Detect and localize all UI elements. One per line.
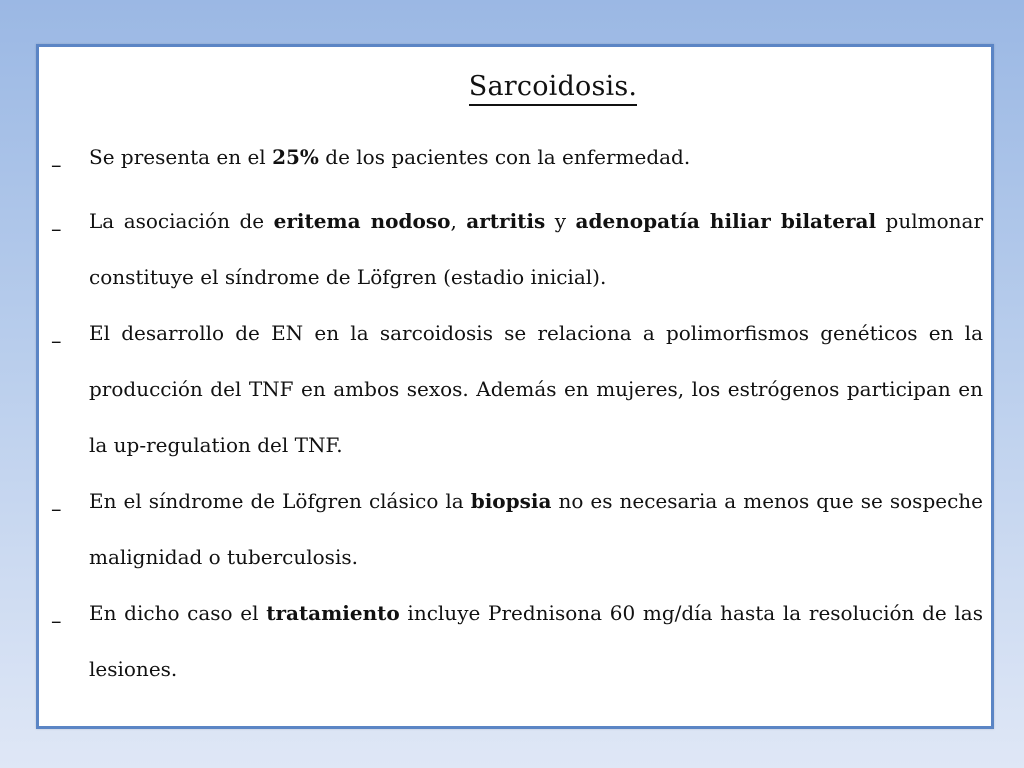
bullet-text: En el síndrome de Löfgren clásico la biopsia no es necesaria a menos que se sospeche malignidad o tuberculosis. — [89, 489, 983, 569]
bullet-text: En dicho caso el tratamiento incluye Prednisona 60 mg/día hasta la resolución de las lesiones. — [89, 601, 983, 681]
bullet-dash: – — [51, 609, 62, 633]
emphasis-biopsia: biopsia — [470, 489, 552, 513]
emphasis-tratamiento: tratamiento — [266, 601, 400, 625]
bullet-item — [47, 481, 983, 585]
bullet-text: El desarrollo de EN en la sarcoidosis se relaciona a polimorfismos genéticos en la producción del TNF en ambos sexos. Además en mujeres, los estrógenos participan en la up-regulation del TNF. — [89, 321, 983, 457]
slide-title: Sarcoidosis. — [469, 71, 637, 106]
emphasis-artritis: artritis — [466, 209, 546, 233]
bullet-item — [47, 313, 983, 473]
bullet-text: Se presenta en el 25% de los pacientes con la enfermedad. — [89, 145, 691, 169]
bullet-dash: – — [51, 153, 62, 177]
bullet-item — [47, 201, 983, 305]
emphasis-adenopatia: adenopatía hiliar bilateral — [575, 209, 877, 233]
bullet-dash: – — [51, 497, 62, 521]
bullet-dash: – — [51, 329, 62, 353]
bullet-item — [47, 593, 983, 697]
slide-content-box — [36, 44, 994, 729]
bullet-item — [47, 137, 983, 193]
emphasis-eritema-nodoso: eritema nodoso — [273, 209, 451, 233]
bullet-list — [47, 137, 983, 705]
bullet-text: La asociación de eritema nodoso, artritis y adenopatía hiliar bilateral pulmonar constituye el síndrome de Löfgren (estadio inicial). — [89, 209, 984, 289]
emphasis-25-percent: 25% — [272, 145, 319, 169]
bullet-dash: – — [51, 217, 62, 241]
title-wrapper — [39, 71, 991, 106]
